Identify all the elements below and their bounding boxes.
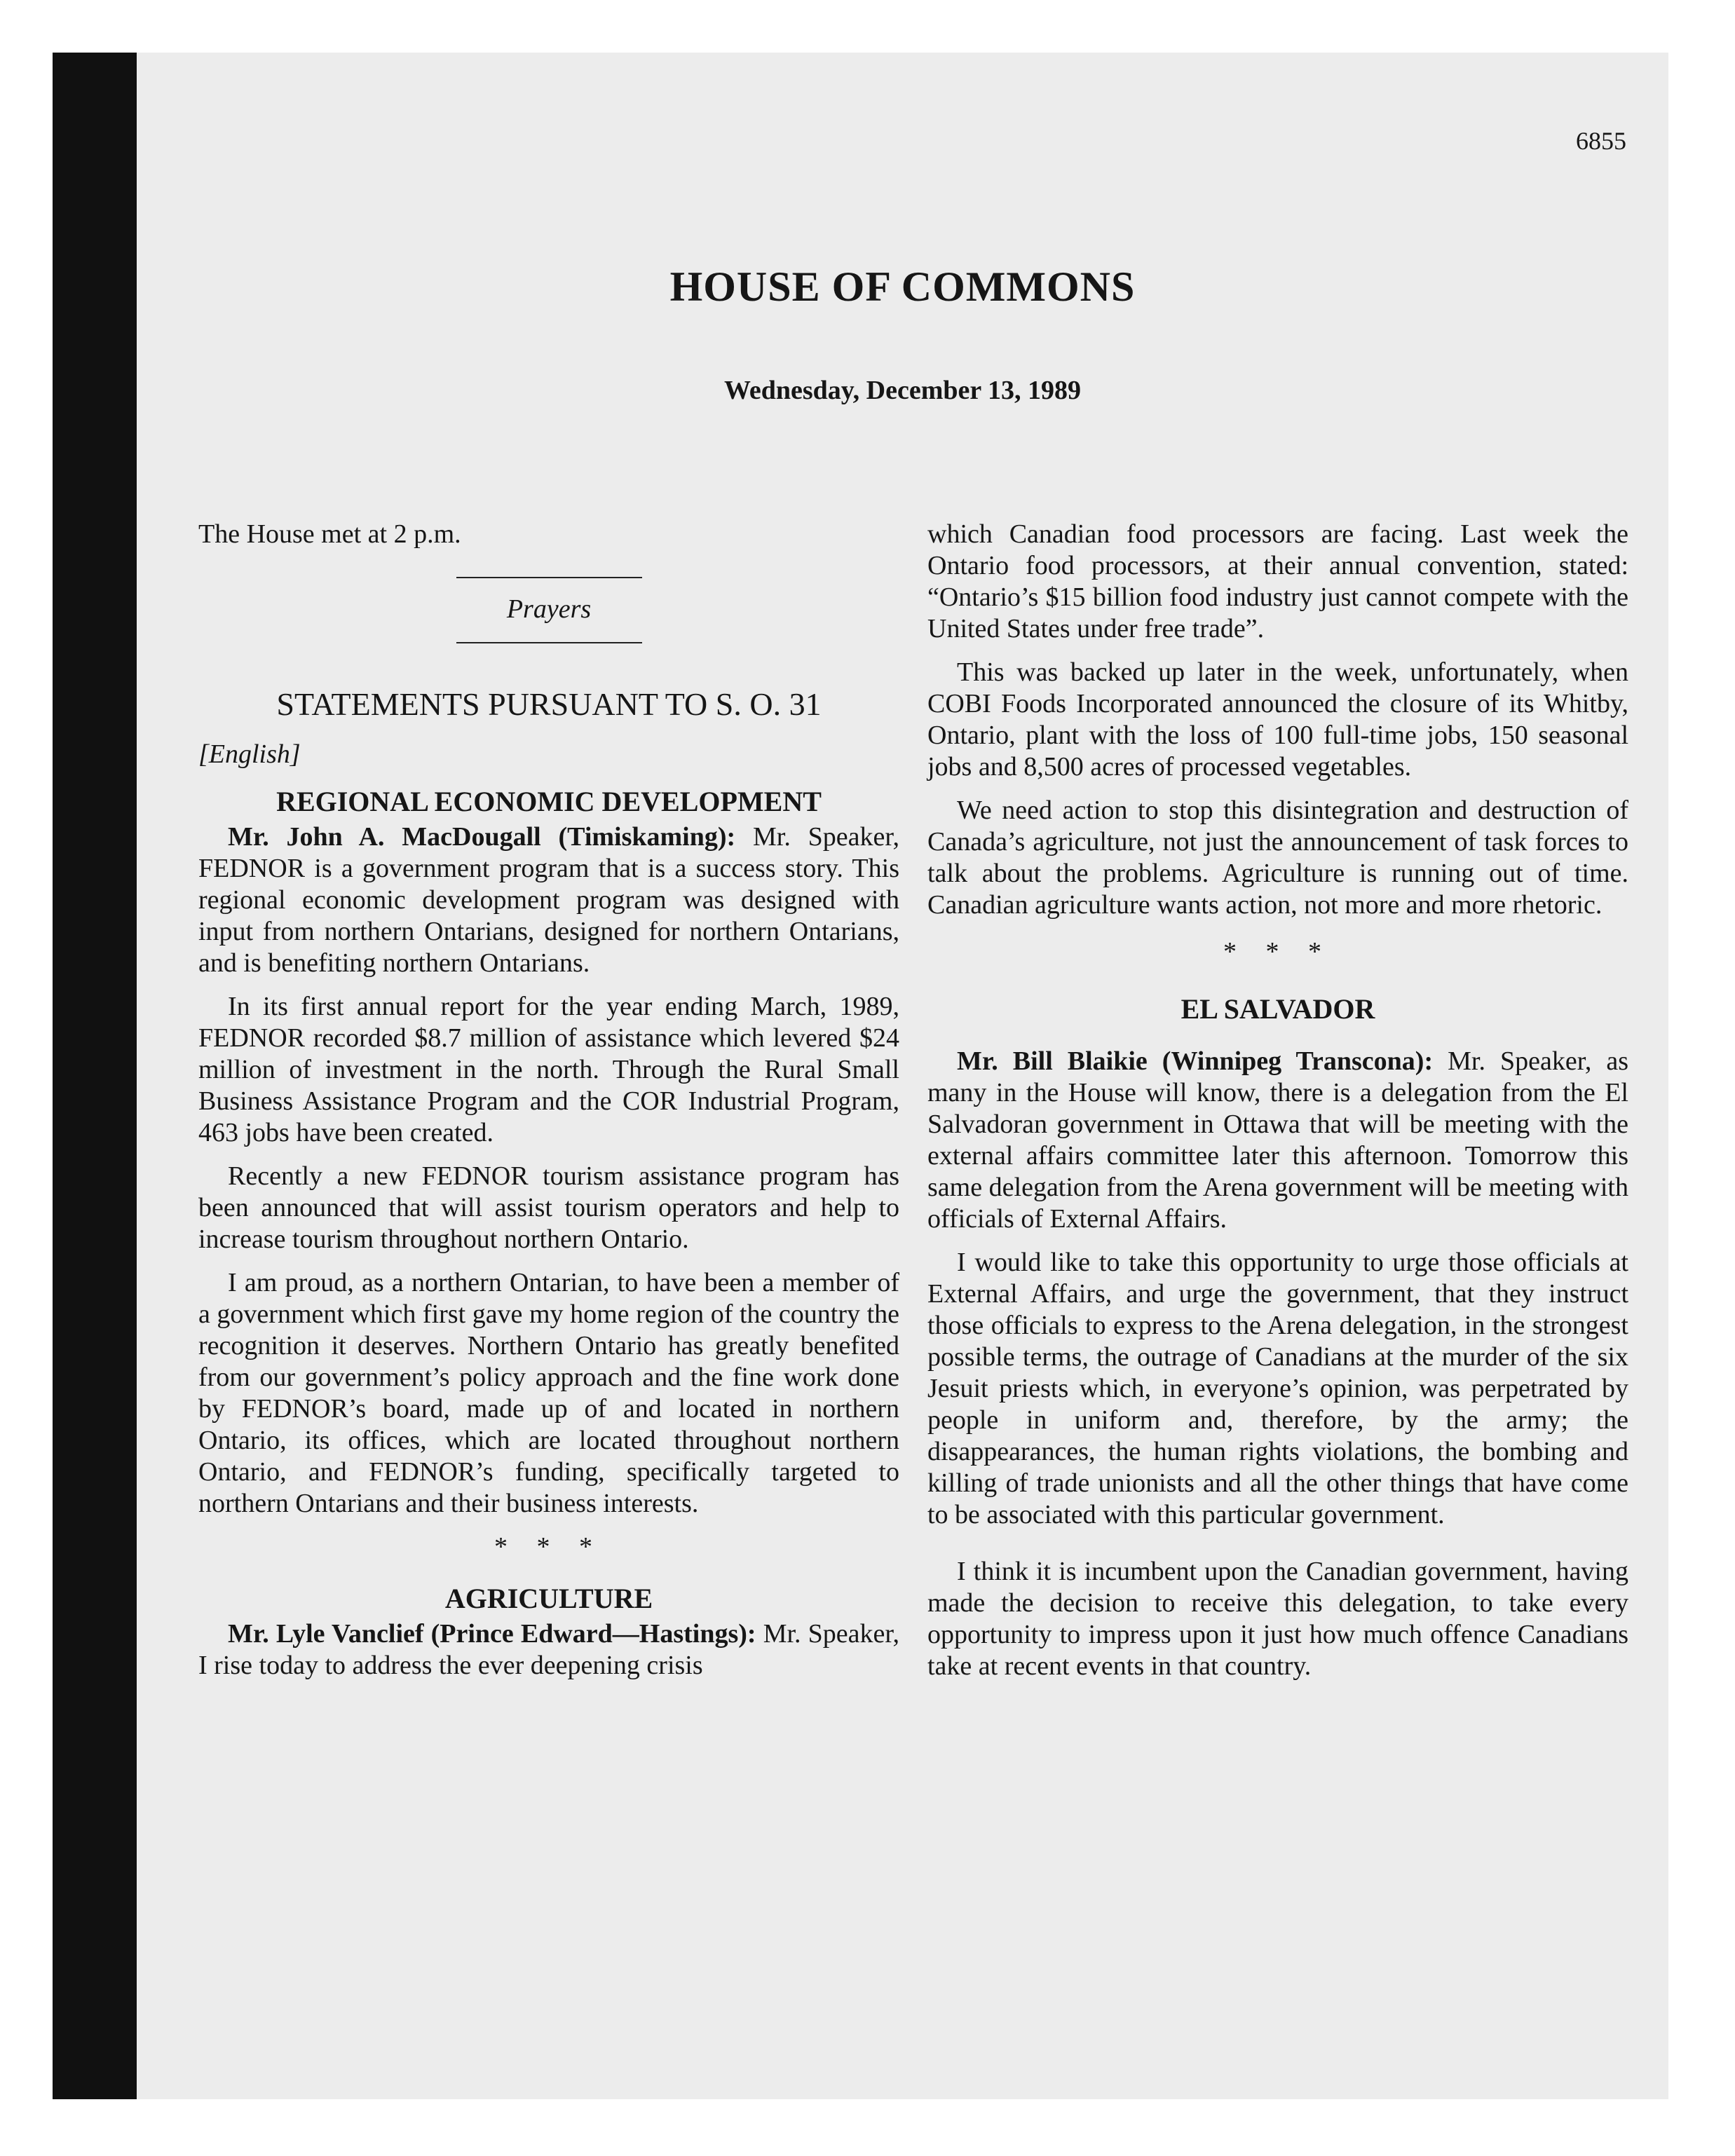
sitting-date: Wednesday, December 13, 1989 <box>723 376 1082 405</box>
paragraph-text: Mr. Speaker, I rise today to address the ever deepening crisis <box>198 1619 900 1680</box>
paragraph: In its first annual report for the year ending March, 1989, FEDNOR recorded $8.7 million of assistance which levered $24 million of investment in the north. Through the Rural Small Business Assistance Program and the COR Industrial Program, 463 jobs have been created. <box>198 992 899 1147</box>
paragraph: Recently a new FEDNOR tourism assistance program has been announced that will assist tourism operators and help to increase tourism throughout northern Ontario. <box>198 1161 899 1254</box>
paragraph: I am proud, as a northern Ontarian, to have been a member of a government which first gave my home region of the country the recognition it deserves. Northern Ontario has greatly benefited from our government’s policy approach and the fine work done by FEDNOR’s board, made up of and located in northern Ontario, its offices, which are located throughout northern Ontario, and FEDNOR’s funding, specifically targeted to northern Ontarians and their business interests. <box>198 1268 899 1518</box>
speaker-name: Mr. John A. MacDougall (Timiskaming): <box>228 822 736 852</box>
paragraph <box>198 1618 899 1681</box>
statement-heading: REGIONAL ECONOMIC DEVELOPMENT <box>276 786 822 817</box>
section-separator: * * * <box>1223 937 1333 967</box>
statement-heading: EL SALVADOR <box>1181 993 1375 1025</box>
paragraph-text: Mr. Speaker, FEDNOR is a government program that is a success story. This regional economic development program was designed with input from northern Ontarians, designed for northern Ontarians, and is benefiting northern Ontarians. <box>198 822 899 978</box>
speaker-name: Mr. Bill Blaikie (Winnipeg Transcona): <box>957 1046 1434 1076</box>
page-number: 6855 <box>1576 127 1626 155</box>
section-title: STATEMENTS PURSUANT TO S. O. 31 <box>276 686 822 722</box>
statement-heading: AGRICULTURE <box>444 1583 653 1614</box>
paragraph: I would like to take this opportunity to urge those officials at External Affairs, and urge the government, that they instruct those officials to express to the Arena delegation, in the strongest possible terms, the outrage of Canadians at the murder of the six Jesuit priests which, in everyone’s opinion, was perpetrated by people in uniform and, therefore, by the army; the disappearances, the human rights violations, the bombing and killing of trade unionists and all the other things that have come to be associated with this particular government. <box>927 1248 1628 1529</box>
section-separator: * * * <box>494 1532 604 1562</box>
paragraph <box>198 821 899 979</box>
page-title: HOUSE OF COMMONS <box>669 264 1136 310</box>
right-column <box>927 519 1628 1694</box>
paragraph <box>927 1046 1628 1235</box>
divider-rule <box>456 642 642 643</box>
divider-rule <box>456 577 642 578</box>
paragraph: I think it is incumbent upon the Canadian government, having made the decision to receive this delegation, to take every opportunity to impress upon it just how much offence Canadians take at recent events in that country. <box>927 1557 1628 1681</box>
speaker-name: Mr. Lyle Vanclief (Prince Edward—Hastings): <box>228 1619 756 1649</box>
left-column <box>198 519 899 1693</box>
paragraph: This was backed up later in the week, unfortunately, when COBI Foods Incorporated announced the closure of its Whitby, Ontario, plant with the loss of 100 full-time jobs, 150 seasonal jobs and 8,500 acres of processed vegetables. <box>927 657 1628 782</box>
house-met-line: The House met at 2 p.m. <box>198 519 461 549</box>
paragraph: which Canadian food processors are facing. Last week the Ontario food processors, at their annual convention, stated: “Ontario’s $15 billion food industry just cannot compete with the United States under free trade”. <box>927 519 1628 643</box>
paragraph: We need action to stop this disintegration and destruction of Canada’s agriculture, not just the announcement of task forces to talk about the problems. Agriculture is running out of time. Canadian agriculture wants action, not more and more rhetoric. <box>927 796 1628 920</box>
prayers-label: Prayers <box>506 594 592 624</box>
paragraph-text: Mr. Speaker, as many in the House will know, there is a delegation from the El Salvadoran government in Ottawa that will be meeting with the external affairs committee later this afternoon. Tomorrow this same delegation from the Arena government will be meeting with officials of External Affairs. <box>927 1046 1629 1234</box>
language-note: [English] <box>198 739 301 769</box>
binding-edge <box>53 53 137 2099</box>
